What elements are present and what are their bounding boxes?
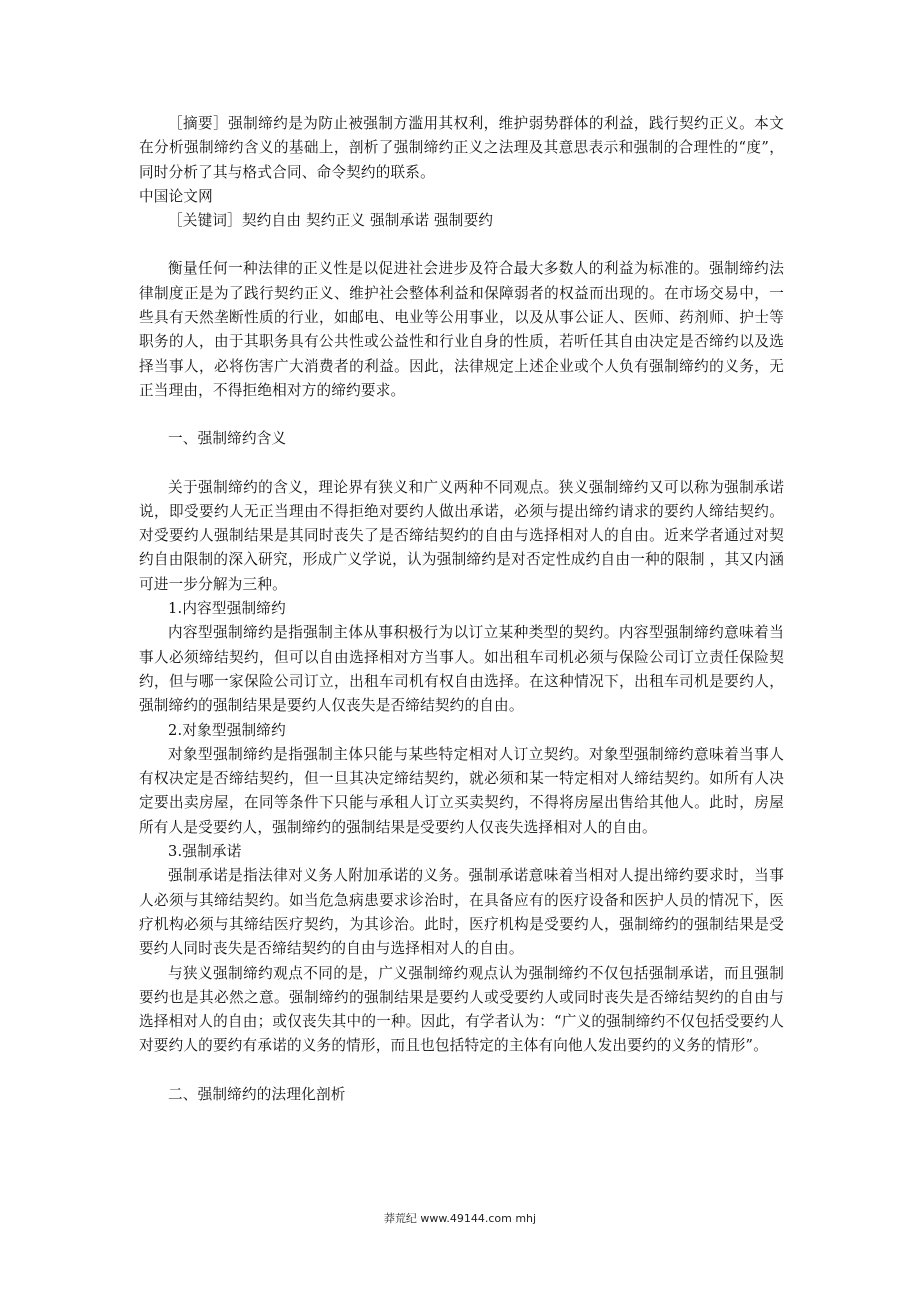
sub1-paragraph: 内容型强制缔约是指强制主体从事积极行为以订立某种类型的契约。内容型强制缔约意味着当事人必须缔结契约，但可以自由选择相对方当事人。如出租车司机必须与保险公司订立责任保险契约，但与哪一家保险公司订立，出租车司机有权自由选择。在这种情况下，出租车司机是要约人，强制缔约的强制结果是要约人仅丧失是否缔结契约的自由。	[139, 624, 784, 715]
spacer	[139, 452, 784, 476]
sub2-paragraph: 对象型强制缔约是指强制主体只能与某些特定相对人订立契约。对象型强制缔约意味着当事人有权决定是否缔结契约，但一旦其决定缔结契约，就必须和某一特定相对人缔结契约。如所有人决定要出卖房屋，在同等条件下只能与承租人订立买卖契约，不得将房屋出售给其他人。此时，房屋所有人是受要约人，强制缔约的强制结果是受要约人仅丧失选择相对人的自由。	[139, 745, 784, 836]
section1-conclusion-paragraph: 与狭义强制缔约观点不同的是，广义强制缔约观点认为强制缔约不仅包括强制承诺，而且强制要约也是其必然之意。强制缔约的强制结果是要约人或受要约人或同时丧失是否缔结契约的自由与选择相对人的自由；或仅丧失其中的一种。因此，有学者认为：“广义的强制缔约不仅包括受要约人对要约人的要约有承诺的义务的情形，而且也包括特定的主体有向他人发出要约的义务的情形”。	[139, 964, 784, 1055]
spacer	[139, 233, 784, 257]
subheading-2: 2.对象型强制缔约	[168, 721, 286, 739]
section-heading-2: 二、强制缔约的法理化剖析	[168, 1085, 346, 1103]
sub3-paragraph: 强制承诺是指法律对义务人附加承诺的义务。强制承诺意味着当相对人提出缔约要求时，当事人必须与其缔结契约。如当危急病患要求诊治时，在具备应有的医疗设备和医护人员的情况下，医疗机构必须与其缔结医疗契约，为其诊治。此时，医疗机构是受要约人，强制缔约的强制结果是受要约人同时丧失是否缔结契约的自由与选择相对人的自由。	[139, 867, 784, 958]
page-footer: 莽荒纪 www.49144.com mhj	[383, 1212, 537, 1225]
source-line: 中国论文网	[139, 187, 213, 205]
abstract-paragraph: ［摘要］强制缔约是为防止被强制方滥用其权利，维护弱势群体的利益，践行契约正义。本文在分析强制缔约含义的基础上，剖析了强制缔约正义之法理及其意思表示和强制的合理性的“度”，同时分析了其与格式合同、命令契约的联系。	[139, 115, 784, 181]
intro-paragraph: 衡量任何一种法律的正义性是以促进社会进步及符合最大多数人的利益为标准的。强制缔约法律制度正是为了践行契约正义、维护社会整体利益和保障弱者的权益而出现的。在市场交易中，一些具有天然垄断性质的行业，如邮电、电业等公用事业，以及从事公证人、医师、药剂师、护士等职务的人，由于其职务具有公共性或公益性和行业自身的性质，若听任其自由决定是否缔约以及选择当事人，必将伤害广大消费者的利益。因此，法律规定上述企业或个人负有强制缔约的义务，无正当理由，不得拒绝相对方的缔约要求。	[139, 260, 784, 399]
document-body	[139, 112, 784, 1107]
subheading-3: 3.强制承诺	[168, 843, 242, 861]
keywords-line: ［关键词］契约自由 契约正义 强制承诺 强制要约	[168, 212, 494, 230]
subheading-1: 1.内容型强制缔约	[168, 600, 286, 618]
spacer	[139, 1059, 784, 1083]
section1-intro-paragraph: 关于强制缔约的含义，理论界有狭义和广义两种不同观点。狭义强制缔约又可以称为强制承诺说，即受要约人无正当理由不得拒绝对要约人做出承诺，必须与提出缔约请求的要约人缔结契约。对受要约人强制结果是其同时丧失了是否缔结契约的自由与选择相对人的自由。近来学者通过对契约自由限制的深入研究，形成广义学说，认为强制缔约是对否定性成约自由一种的限制 ，其又内涵可进一步分解为三种。	[139, 478, 784, 593]
section-heading-1: 一、强制缔约含义	[168, 430, 287, 448]
spacer	[139, 403, 784, 427]
